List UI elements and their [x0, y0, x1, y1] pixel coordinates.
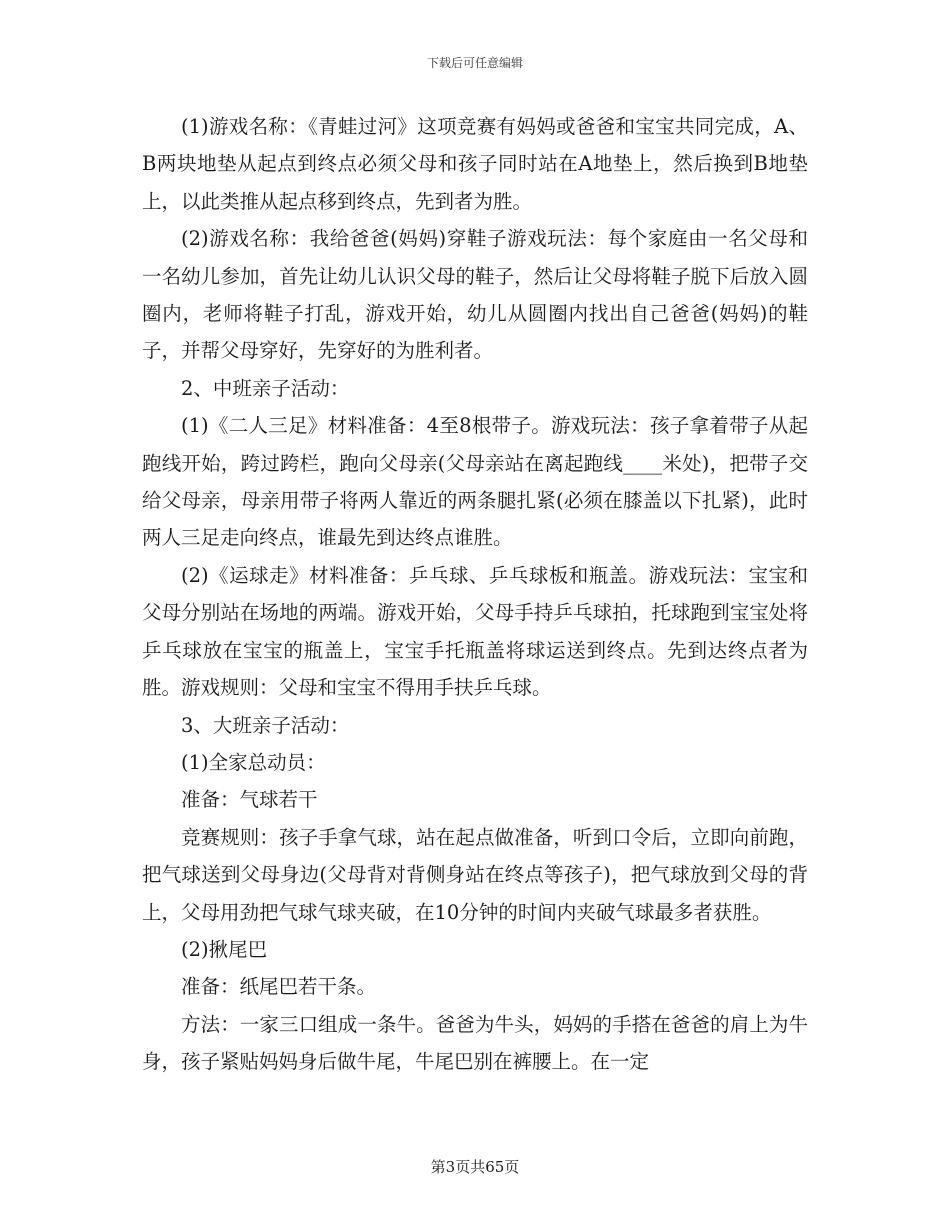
paragraph-family-mobilization-title: (1)全家总动员： [181, 750, 326, 774]
paragraph-tail-title: (2)揪尾巴 [181, 937, 268, 961]
heading-middle-class: 2、中班亲子活动： [181, 376, 350, 400]
page-header: 下载后可任意编辑 [426, 56, 523, 70]
paragraph-balloon-prep: 准备：气球若干 [181, 788, 318, 812]
paragraph-three-legged: (1)《二人三足》材料准备：4至8根带子。游戏玩法：孩子拿着带子从起跑线开始，跨过跨栏，跑向父母亲(父母亲站在离起跑线____米处)，把带子交给父母亲，母亲用带子将两人靠近的两条腿扎紧(必须在膝盖以下扎紧)，此时两人三足走向终点，谁最先到达终点谁胜。 [142, 414, 808, 550]
heading-senior-class: 3、大班亲子活动： [181, 713, 350, 737]
document-body [142, 108, 808, 1081]
paragraph-shoe-game: (2)游戏名称：我给爸爸(妈妈)穿鞋子游戏玩法：每个家庭由一名父母和一名幼儿参加，首先让幼儿认识父母的鞋子，然后让父母将鞋子脱下后放入圆圈内，老师将鞋子打乱，游戏开始，幼儿从圆圈内找出自己爸爸(妈妈)的鞋子，并帮父母穿好，先穿好的为胜利者。 [142, 227, 808, 363]
paragraph-balloon-rules: 竞赛规则：孩子手拿气球，站在起点做准备，听到口令后，立即向前跑，把气球送到父母身边(父母背对背侧身站在终点等孩子)，把气球放到父母的背上，父母用劲把气球气球夹破，在10分钟的时间内夹破气球最多者获胜。 [142, 825, 808, 924]
paragraph-tail-prep: 准备：纸尾巴若干条。 [181, 975, 377, 999]
paragraph-ball-carry: (2)《运球走》材料准备：乒乓球、乒乓球板和瓶盖。游戏玩法：宝宝和父母分别站在场地的两端。游戏开始，父母手持乒乓球拍，托球跑到宝宝处将乒乓球放在宝宝的瓶盖上，宝宝手托瓶盖将球运送到终点。先到达终点者为胜。游戏规则：父母和宝宝不得用手扶乒乓球。 [142, 563, 808, 700]
paragraph-frog-game: (1)游戏名称：《青蛙过河》这项竞赛有妈妈或爸爸和宝宝共同完成，A、B两块地垫从起点到终点必须父母和孩子同时站在A地垫上，然后换到B地垫上，以此类推从起点移到终点，先到者为胜。 [142, 115, 808, 213]
page-number: 第3页共65页 [430, 1158, 520, 1176]
paragraph-tail-method: 方法：一家三口组成一条牛。爸爸为牛头，妈妈的手搭在爸爸的肩上为牛身，孩子紧贴妈妈身后做牛尾，牛尾巴别在裤腰上。在一定 [142, 1012, 808, 1074]
